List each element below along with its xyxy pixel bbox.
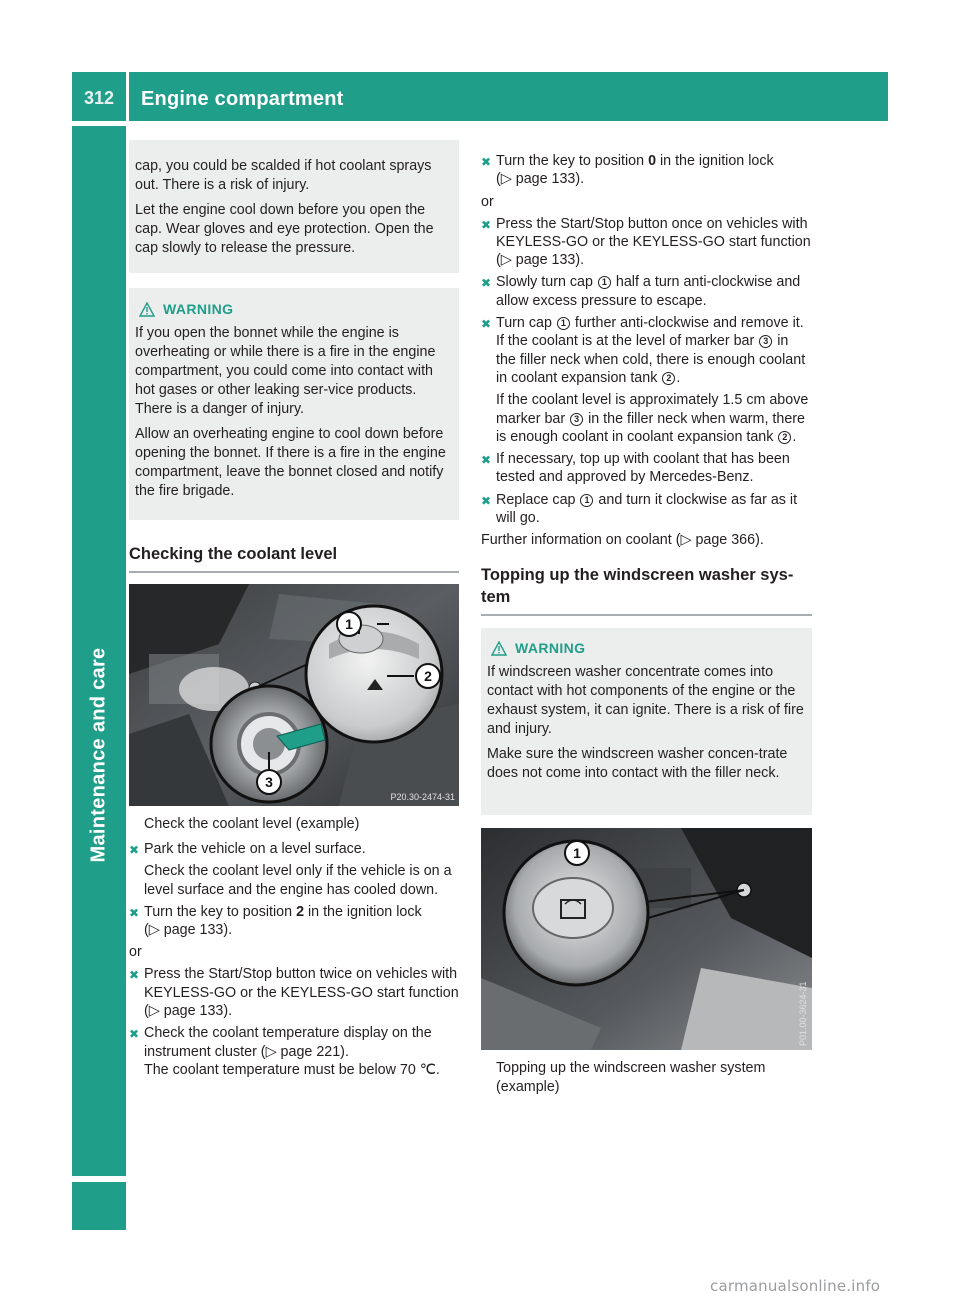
marker-3-icon: 3 (570, 413, 583, 426)
warning-text: If windscreen washer concentrate comes into contact with hot components of the engine or the exhaust system, it can ignite. There is a risk of fire and injury. (487, 664, 804, 738)
left-column (129, 140, 459, 1083)
arrow-x-icon: ✖ (481, 217, 492, 232)
marker-2-icon: 2 (662, 372, 675, 385)
key-position: 0 (648, 153, 657, 169)
warning-label: WARNING (515, 640, 586, 657)
step-text: Press the Start/Stop button once on vehicles with KEYLESS-GO or the KEYLESS-GO start function ( (496, 215, 811, 269)
warning-box (129, 288, 459, 520)
washer-figure (481, 828, 812, 1050)
figure-marker-1: 1 (573, 845, 581, 862)
step-item (129, 840, 459, 858)
warning-label: WARNING (163, 301, 234, 317)
warning-text: If you open the bonnet while the engine is overheating or while there is a fire in the engine compartment, you could come into contact with hot gases or other leaking ser-vice products. There is a danger of injury. (135, 325, 436, 417)
step-item (481, 215, 812, 270)
further-info (481, 531, 812, 550)
arrow-x-icon: ✖ (481, 155, 492, 169)
page-reference[interactable]: page 366). (695, 532, 764, 549)
figure-code: P01.00-3624-31 (798, 981, 808, 1047)
step-item (129, 1024, 459, 1079)
page-number: 312 (83, 88, 115, 108)
step-note: . (676, 369, 681, 386)
arrow-x-icon: ✖ (481, 493, 492, 508)
section-heading: Topping up the windscreen washer sys-tem (481, 564, 812, 616)
marker-1-icon: 1 (580, 494, 593, 507)
warning-box-continued (129, 140, 459, 273)
marker-1-icon: 1 (557, 317, 570, 330)
coolant-figure (129, 584, 459, 806)
page-title: Engine compartment (141, 88, 344, 110)
warning-text: Allow an overheating engine to cool down before opening the bonnet. If there is a fire in the engine compartment, leave the bonnet closed and notify the fire brigade. (135, 426, 446, 499)
step-item (129, 965, 459, 1020)
right-column (481, 152, 812, 1103)
warning-text: cap, you could be scalded if hot coolant sprays out. There is a risk of injury. (135, 158, 432, 193)
warning-title (135, 301, 451, 317)
step-text: in the ignition lock ( (496, 153, 774, 188)
arrow-x-icon: ✖ (481, 317, 492, 332)
step-text: Turn the key to position (144, 903, 297, 920)
washer-figure-image (481, 828, 812, 1050)
warning-text: Make sure the windscreen washer concen-trate does not come into contact with the filler neck. (487, 746, 788, 782)
step-item (481, 152, 812, 189)
step-item (481, 450, 812, 487)
step-note: If the coolant level is approximately 1.5 cm above marker bar (496, 392, 809, 427)
triangle-right-icon: ▷ (680, 532, 692, 549)
step-item (481, 314, 812, 446)
triangle-right-icon: ▷ (500, 171, 512, 188)
figure-marker-3: 3 (265, 774, 273, 790)
step-note: in the filler neck when warm, there is enough coolant in coolant expansion tank (496, 410, 805, 445)
arrow-x-icon: ✖ (129, 1027, 140, 1042)
step-text: Replace cap (496, 491, 580, 508)
step-text: Slowly turn cap (496, 274, 597, 291)
page-reference[interactable]: page 133). (515, 171, 585, 188)
step-note: The coolant temperature must be below 70 ℃. (144, 1061, 440, 1078)
figure-marker-2: 2 (424, 668, 432, 684)
step-item (481, 273, 812, 310)
step-note: If the coolant is at the level of marker bar (496, 333, 759, 350)
step-note: . (792, 428, 797, 445)
triangle-right-icon: ▷ (500, 252, 512, 269)
warning-box (481, 628, 812, 815)
side-tab-block (72, 1182, 126, 1230)
page-reference[interactable]: page 133). (163, 922, 233, 939)
page-reference[interactable]: page 133). (163, 1003, 233, 1020)
marker-3-icon: 3 (759, 335, 772, 348)
marker-1-icon: 1 (598, 276, 611, 289)
step-text: Turn cap (496, 315, 556, 332)
figure-caption: Topping up the windscreen washer system (example) (496, 1060, 766, 1096)
warning-text: Let the engine cool down before you open the cap. Wear gloves and eye protection. Open the cap slowly to release the pressure. (135, 202, 434, 256)
watermark: carmanualsonline.info (710, 1277, 881, 1295)
figure-marker-1: 1 (345, 616, 353, 632)
arrow-x-icon: ✖ (481, 276, 492, 291)
step-note: Check the coolant level only if the vehicle is on a level surface and the engine has cooled down. (144, 863, 452, 898)
header-divider (126, 72, 129, 121)
step-text: If necessary, top up with coolant that has been tested and approved by Mercedes-Benz. (496, 451, 790, 486)
step-item (129, 903, 459, 940)
page-reference[interactable]: page 221). (280, 1043, 349, 1060)
step-text: Turn the key to position (496, 153, 649, 169)
figure-caption: Check the coolant level (example) (144, 816, 360, 832)
section-heading: Checking the coolant level (129, 543, 459, 573)
step-item (481, 491, 812, 528)
warning-triangle-icon (491, 641, 507, 656)
figure-code: P20.30-2474-31 (390, 792, 455, 802)
arrow-x-icon: ✖ (129, 843, 140, 857)
triangle-right-icon: ▷ (148, 1003, 160, 1020)
step-text: half a turn anti-clockwise and allow excess pressure to escape. (496, 274, 801, 309)
arrow-x-icon: ✖ (129, 968, 140, 983)
triangle-right-icon: ▷ (148, 922, 160, 939)
side-tab-label: Maintenance and care (87, 647, 110, 863)
or-text: or (481, 193, 494, 210)
step-text: in the ignition lock ( (144, 903, 422, 939)
further-text: Further information on coolant ( (481, 532, 681, 549)
step-note: in the filler neck when cold, there is enough coolant in coolant expansion tank (496, 333, 806, 386)
key-position: 2 (296, 903, 305, 920)
arrow-x-icon: ✖ (129, 905, 140, 920)
step-text: and turn it clockwise as far as it will go. (496, 491, 798, 527)
step-text: Check the coolant temperature display on the instrument cluster ( (144, 1025, 432, 1060)
warning-triangle-icon (139, 302, 155, 317)
marker-2-icon: 2 (778, 431, 791, 444)
coolant-figure-image (129, 584, 459, 806)
page-reference[interactable]: page 133). (515, 252, 585, 269)
warning-title (487, 640, 804, 656)
triangle-right-icon: ▷ (265, 1043, 277, 1060)
step-text: Park the vehicle on a level surface. (144, 841, 366, 857)
step-text: further anti-clockwise and remove it. (570, 315, 804, 332)
step-text: Press the Start/Stop button twice on vehicles with KEYLESS-GO or the KEYLESS-GO start function ( (144, 966, 459, 1020)
arrow-x-icon: ✖ (481, 453, 492, 468)
or-text: or (129, 944, 142, 961)
